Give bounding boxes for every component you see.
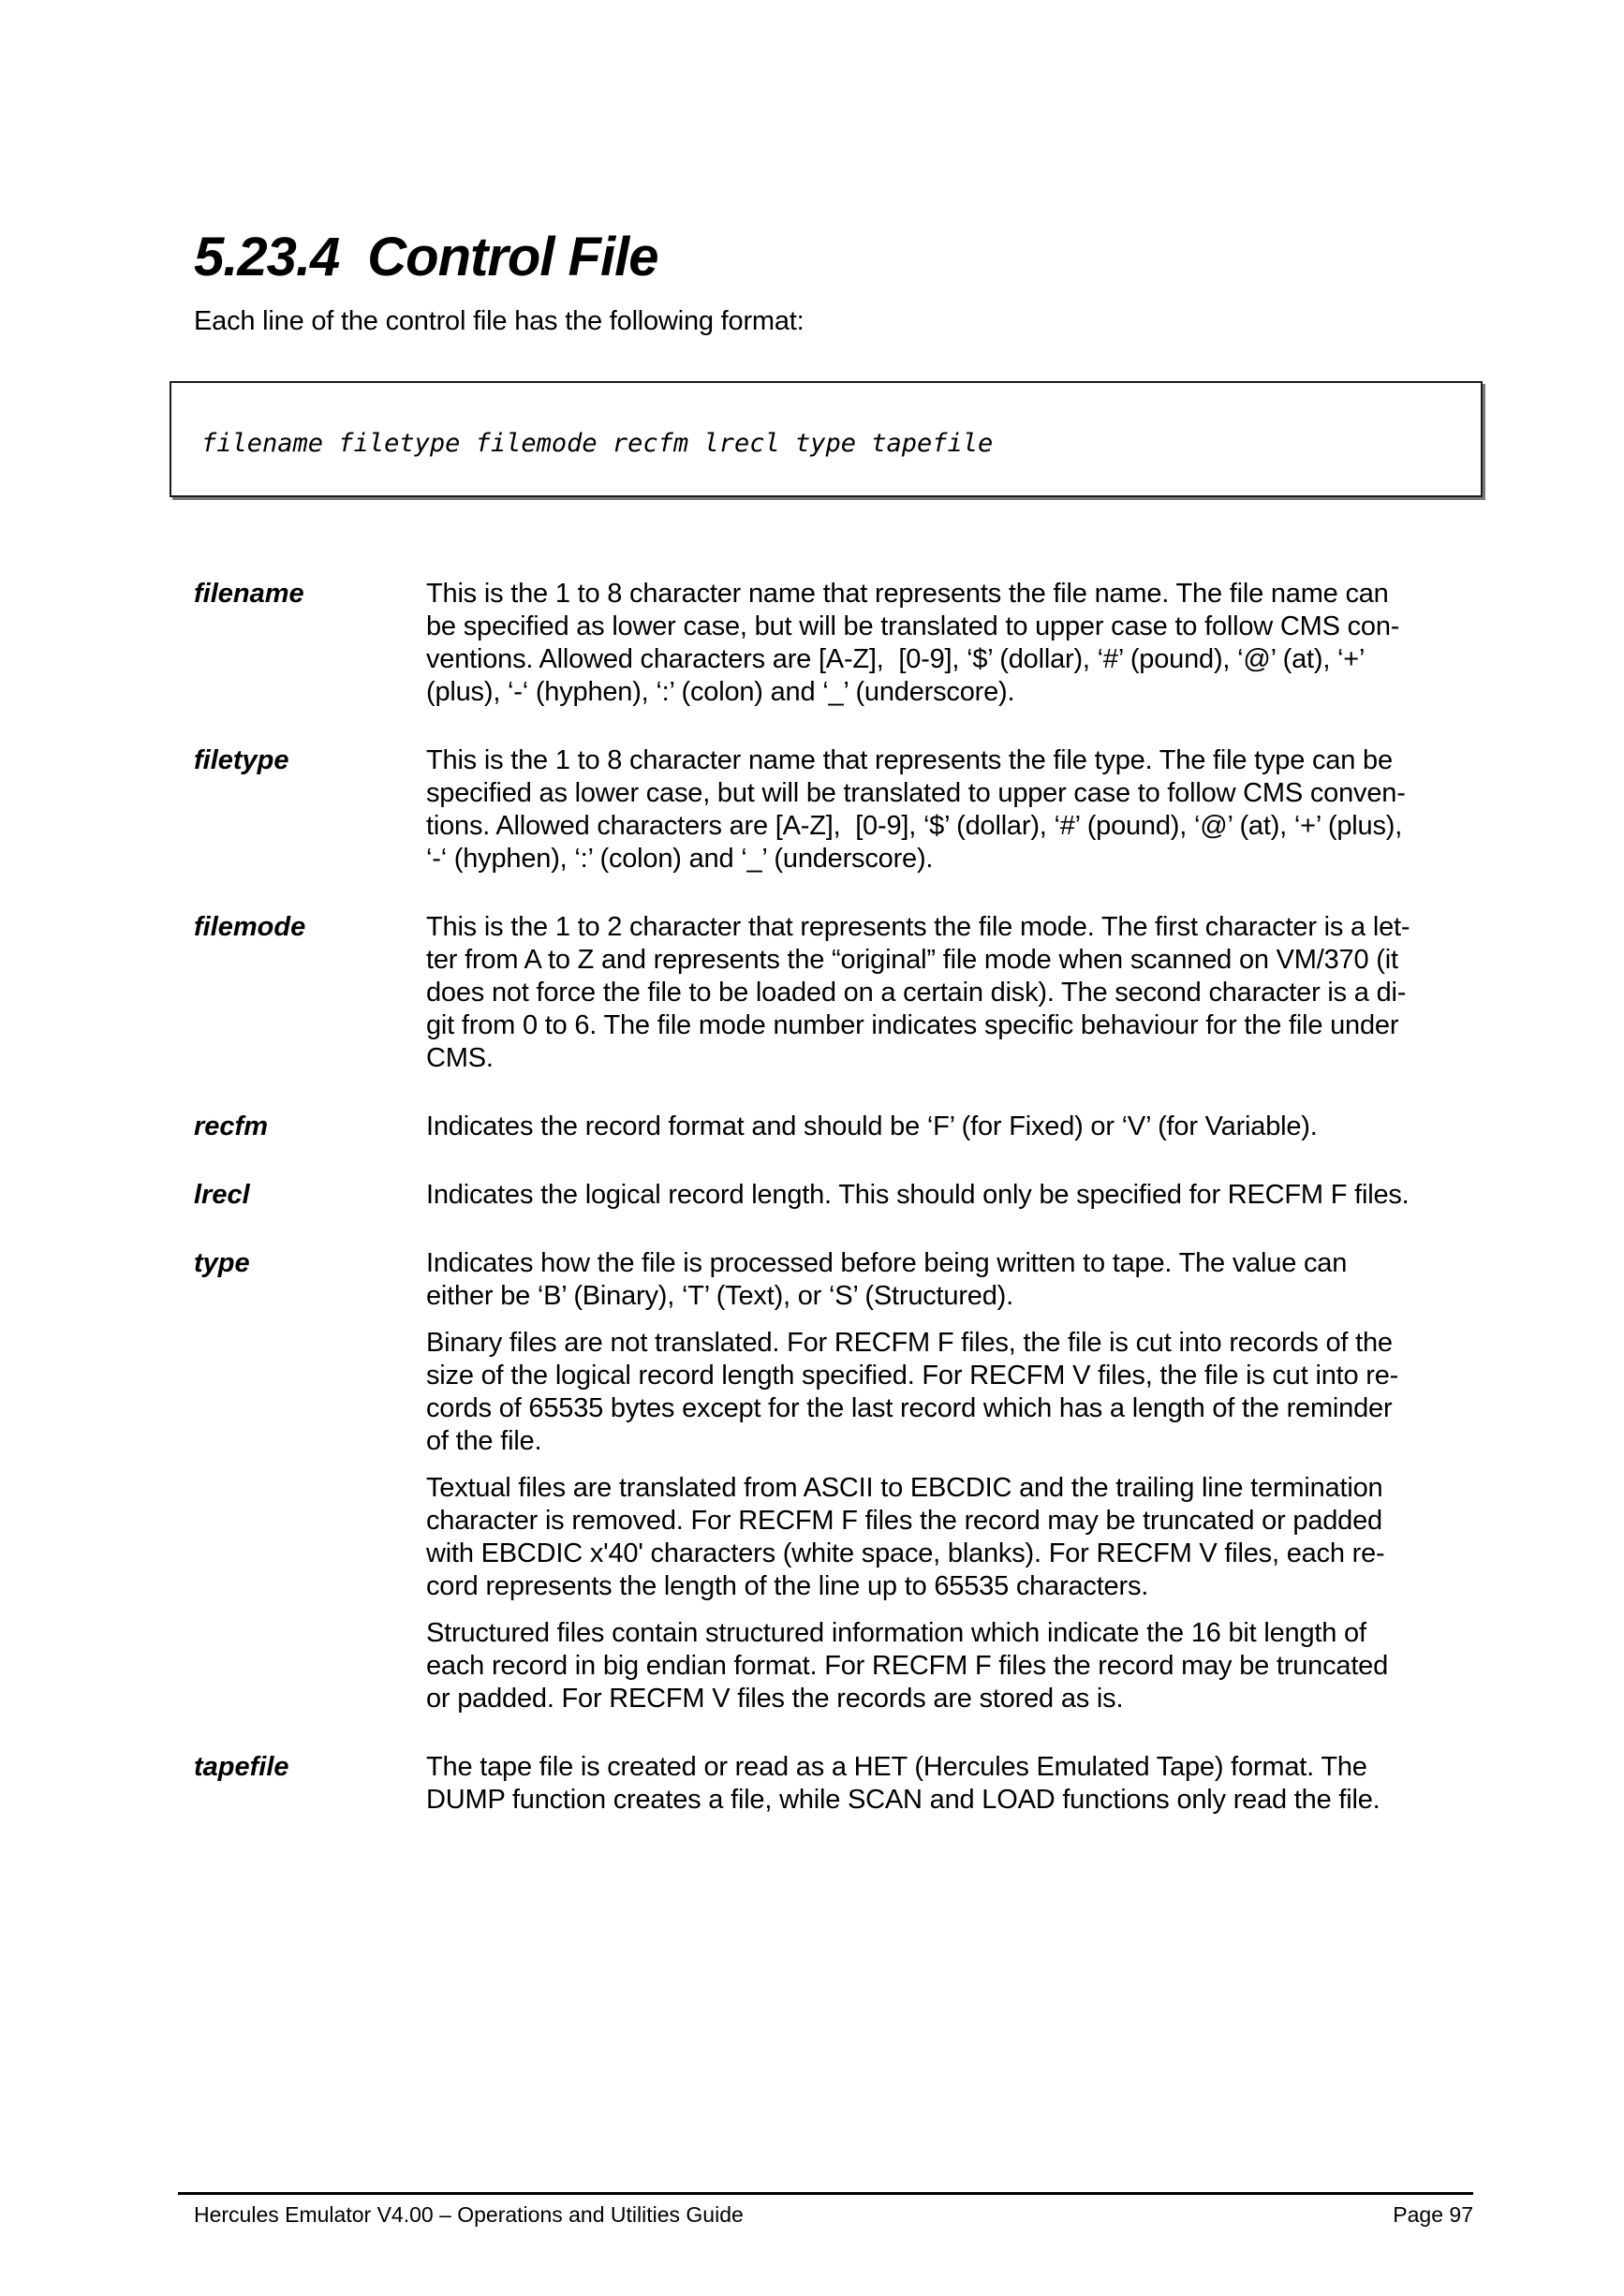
text-line: cords of 65535 bytes except for the last record which has a length of the reminder [426,1393,1393,1423]
text-line: Binary files are not translated. For RECFM F files, the file is cut into records of the [426,1328,1393,1358]
paragraph [426,744,1473,876]
text-line: specified as lower case, but will be translated to upper case to follow CMS conven- [426,778,1406,808]
text-line: size of the logical record length specified. For RECFM V files, the file is cut into re- [426,1361,1399,1391]
footer [178,2192,1473,2228]
definition-row [194,744,1473,876]
text-line: be specified as lower case, but will be translated to upper case to follow CMS con- [426,611,1400,641]
text-line: Indicates the logical record length. This should only be specified for RECFM F files. [426,1180,1410,1210]
text-line: This is the 1 to 2 character that represents the file mode. The first character is a let- [426,912,1410,942]
text-line: (plus), ‘-‘ (hyphen), ‘:’ (colon) and ‘_’ (underscore). [426,677,1015,707]
section-number: 5.23.4 [194,227,340,287]
text-line: Indicates how the file is processed before being written to tape. The value can [426,1248,1348,1278]
definition-body [426,1751,1473,1817]
definition-row [194,911,1473,1075]
definition-term: recfm [194,1111,268,1141]
text-line: ‘-‘ (hyphen), ‘:’ (colon) and ‘_’ (underscore). [426,844,934,874]
text-line: of the file. [426,1426,542,1456]
footer-left-text: Hercules Emulator V4.00 – Operations and Utilities Guide [194,2202,744,2227]
text-line: or padded. For RECFM V files the records are stored as is. [426,1684,1124,1714]
text-line: This is the 1 to 8 character name that represents the file name. The file name can [426,579,1389,609]
paragraph [426,1179,1473,1212]
definition-row [194,1247,1473,1715]
text-line: tions. Allowed characters are [A-Z], [0-9], ‘$’ (dollar), ‘#’ (pound), ‘@’ (at), ‘+’ (plus), [426,811,1403,841]
definition-term: filename [194,579,304,609]
paragraph [426,1617,1473,1715]
format-line: filename filetype filemode recfm lrecl type tapefile [201,429,994,458]
definition-row [194,1751,1473,1817]
definition-term: lrecl [194,1180,250,1210]
definition-row [194,1179,1473,1212]
text-line: each record in big endian format. For RECFM F files the record may be truncated [426,1651,1389,1681]
paragraph [426,1111,1473,1143]
paragraph [426,578,1473,709]
text-line: Textual files are translated from ASCII to EBCDIC and the trailing line termination [426,1473,1383,1503]
paragraph [426,1472,1473,1603]
definition-body [426,1111,1473,1143]
definition-term: filemode [194,912,306,942]
definition-body [426,911,1473,1075]
format-box [170,381,1483,497]
text-line: character is removed. For RECFM F files the record may be truncated or padded [426,1506,1382,1536]
definition-body [426,744,1473,876]
section-title: Control File [367,227,658,287]
text-line: This is the 1 to 8 character name that represents the file type. The file type can be [426,745,1393,775]
text-line: either be ‘B’ (Binary), ‘T’ (Text), or ‘S’ (Structured). [426,1281,1013,1311]
definition-body [426,1247,1473,1715]
page-title [194,228,1473,287]
page-content [194,0,1473,1852]
footer-row [178,2201,1473,2228]
text-line: does not force the file to be loaded on a certain disk). The second character is a di- [426,978,1407,1008]
definition-row [194,578,1473,709]
paragraph [426,1327,1473,1458]
text-line: cord represents the length of the line up to 65535 characters. [426,1571,1149,1601]
definition-body [426,1179,1473,1212]
definition-body [426,578,1473,709]
text-line: ventions. Allowed characters are [A-Z], [0-9], ‘$’ (dollar), ‘#’ (pound), ‘@’ (at), ‘+’ [426,644,1366,674]
text-line: CMS. [426,1043,494,1073]
text-line: Structured files contain structured information which indicate the 16 bit length of [426,1618,1366,1648]
text-line: Indicates the record format and should be ‘F’ (for Fixed) or ‘V’ (for Variable). [426,1111,1318,1141]
intro-text: Each line of the control file has the following format: [194,306,805,336]
definition-row [194,1111,1473,1143]
paragraph [426,911,1473,1075]
definition-term: tapefile [194,1752,289,1782]
text-line: The tape file is created or read as a HET (Hercules Emulated Tape) format. The [426,1752,1367,1782]
text-line: with EBCDIC x'40' characters (white space, blanks). For RECFM V files, each re- [426,1538,1385,1568]
definition-term: type [194,1248,250,1278]
definition-term: filetype [194,745,289,775]
text-line: ter from A to Z and represents the “original” file mode when scanned on VM/370 (it [426,945,1398,975]
paragraph [426,1247,1473,1313]
footer-page-number: Page 97 [1393,2202,1473,2227]
text-line: git from 0 to 6. The file mode number indicates specific behaviour for the file under [426,1010,1399,1040]
paragraph [426,1751,1473,1817]
text-line: DUMP function creates a file, while SCAN and LOAD functions only read the file. [426,1785,1380,1815]
definition-list [194,578,1473,1817]
